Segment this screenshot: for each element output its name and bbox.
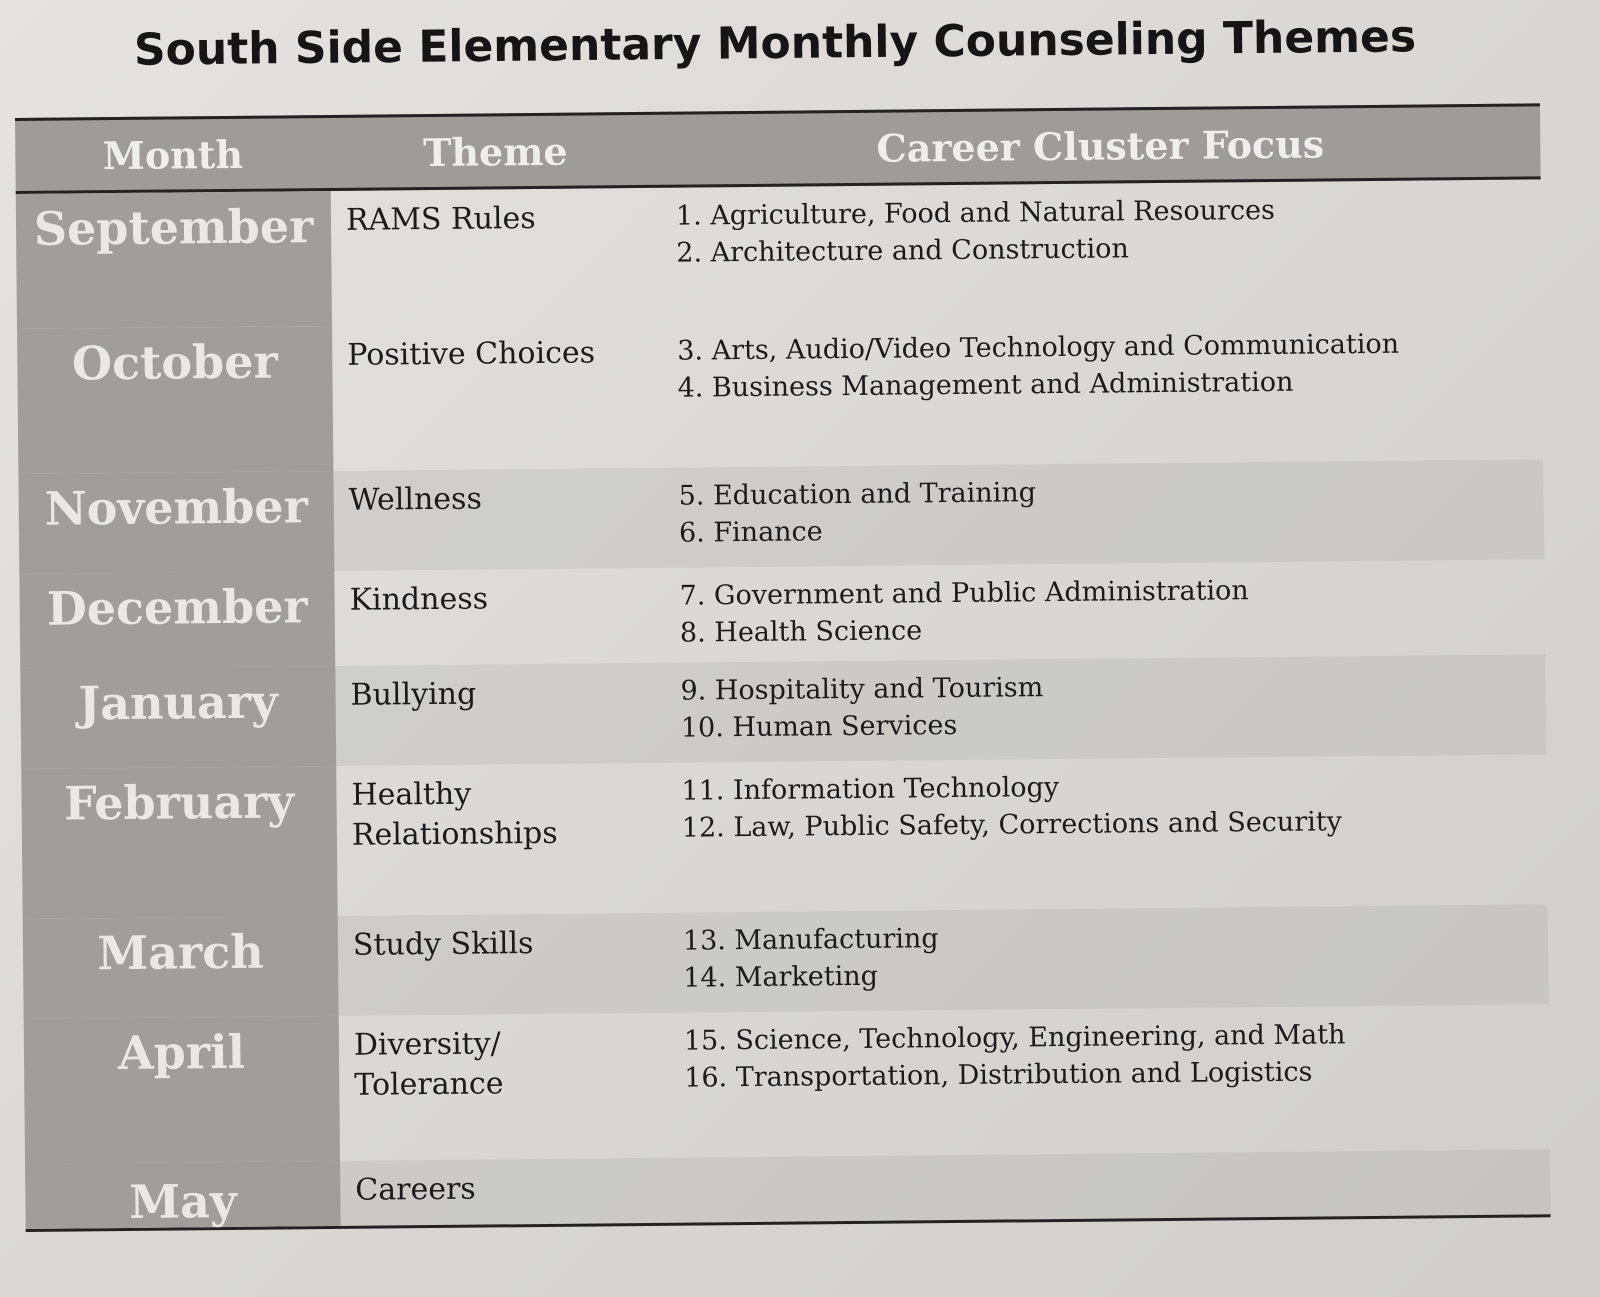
theme-cell: Positive Choices: [347, 335, 596, 373]
career-item: 5. Education and Training: [678, 477, 1037, 512]
page-title: South Side Elementary Monthly Counseling Themes: [133, 11, 1417, 76]
table-row: [23, 904, 1549, 1019]
career-cell: [663, 459, 1544, 567]
month-cell: January: [20, 666, 336, 769]
themes-table: [15, 103, 1551, 1232]
month-cell: October: [17, 326, 333, 474]
career-item: 1. Agriculture, Food and Natural Resources: [675, 194, 1276, 232]
theme-cell: Healthy Relationships: [351, 776, 558, 853]
career-cell: [665, 654, 1546, 762]
career-item: 7. Government and Public Administration: [679, 575, 1249, 612]
table-row: [16, 179, 1542, 329]
month-cell: March: [23, 916, 339, 1019]
table-header: [15, 103, 1541, 194]
theme-cell: Study Skills: [352, 926, 534, 963]
career-cell: [662, 314, 1543, 467]
theme-cell: Kindness: [349, 581, 489, 618]
table-row: [21, 754, 1547, 919]
career-item: 11. Information Technology: [681, 772, 1060, 807]
table-row: [24, 1004, 1550, 1164]
career-item: 12. Law, Public Safety, Corrections and Security: [681, 806, 1343, 844]
career-cell: [664, 559, 1545, 662]
table-row: [20, 654, 1546, 769]
theme-cell: RAMS Rules: [345, 201, 536, 238]
career-cell: [661, 179, 1542, 322]
header-month: Month: [102, 131, 244, 178]
career-cell: [666, 754, 1547, 912]
career-item: 13. Manufacturing: [682, 923, 939, 957]
table-body: [16, 179, 1551, 1229]
month-cell: April: [24, 1016, 340, 1164]
month-cell: December: [19, 571, 335, 669]
month-cell: May: [25, 1161, 341, 1229]
career-item: 3. Arts, Audio/Video Technology and Communication: [677, 328, 1400, 367]
table-row: [19, 559, 1545, 669]
career-item: 6. Finance: [678, 516, 823, 549]
theme-cell: Wellness: [348, 481, 483, 518]
header-theme: Theme: [422, 128, 568, 175]
theme-cell: Bullying: [350, 676, 477, 713]
theme-cell: Diversity/ Tolerance: [353, 1026, 504, 1103]
career-item: 8. Health Science: [679, 615, 923, 649]
career-item: 15. Science, Technology, Engineering, and Math: [683, 1019, 1346, 1057]
career-cell: [668, 904, 1549, 1012]
career-item: 9. Hospitality and Tourism: [680, 672, 1044, 707]
month-cell: November: [18, 471, 334, 574]
career-item: 14. Marketing: [683, 960, 879, 994]
table-row: [17, 314, 1543, 474]
theme-cell: Careers: [355, 1171, 476, 1208]
career-item: 16. Transportation, Distribution and Logistics: [684, 1056, 1313, 1094]
month-cell: September: [16, 191, 332, 329]
table-row: [18, 459, 1544, 574]
career-cell: [670, 1149, 1551, 1222]
career-cell: [669, 1004, 1550, 1157]
career-item: 4. Business Management and Administration: [677, 366, 1294, 404]
header-career: Career Cluster Focus: [876, 120, 1325, 171]
career-item: 10. Human Services: [680, 709, 958, 744]
career-item: 2. Architecture and Construction: [676, 233, 1129, 269]
month-cell: February: [21, 766, 337, 919]
